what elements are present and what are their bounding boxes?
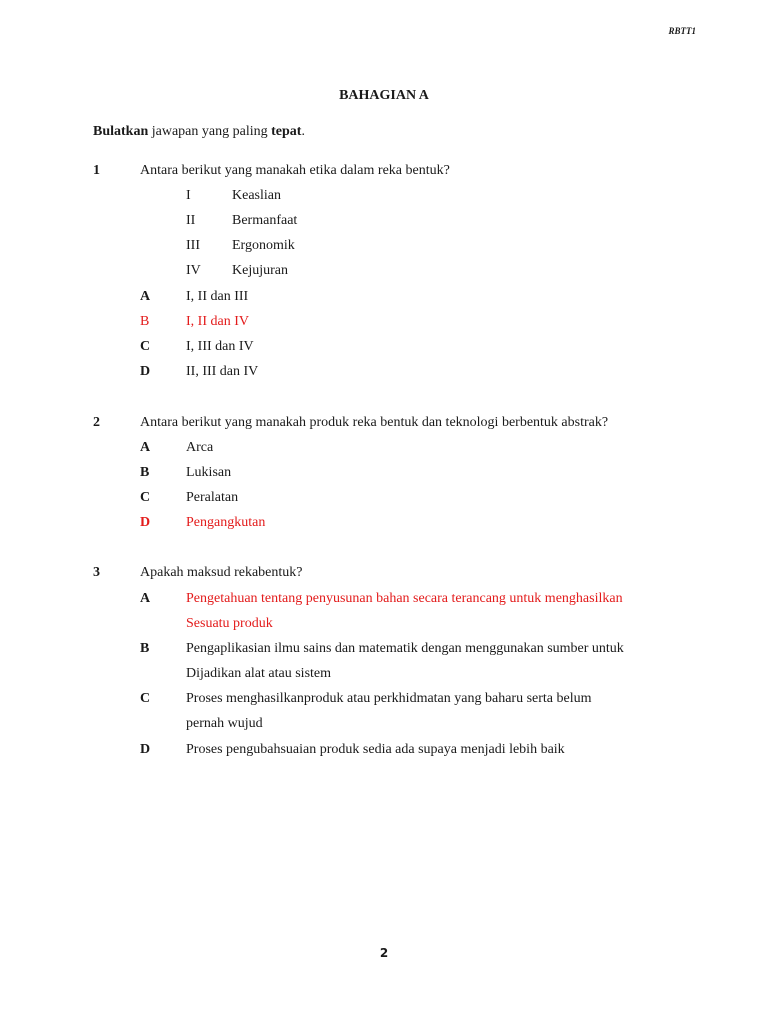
q3-option-d-text[interactable]: Proses pengubahsuaian produk sedia ada supaya menjadi lebih baik <box>186 742 565 757</box>
q1-option-b-letter[interactable]: B <box>140 314 150 329</box>
instruction-bold-start: Bulatkan <box>93 124 149 139</box>
q1-option-c-letter[interactable]: C <box>140 339 151 354</box>
q2-option-c-text[interactable]: Peralatan <box>186 490 239 505</box>
question-2-number: 2 <box>93 415 100 430</box>
instruction <box>93 124 305 140</box>
question-3-number: 3 <box>93 565 100 580</box>
q1-statement-3-text: Ergonomik <box>232 238 295 253</box>
question-3-text: Apakah maksud rekabentuk? <box>140 565 303 580</box>
q1-statement-3-roman: III <box>186 238 200 253</box>
question-1-text: Antara berikut yang manakah etika dalam reka bentuk? <box>140 163 450 178</box>
q3-option-c-line-2[interactable]: pernah wujud <box>186 716 263 731</box>
q1-option-d-text[interactable]: II, III dan IV <box>186 364 259 379</box>
q2-option-c-letter[interactable]: C <box>140 490 151 505</box>
q2-option-d-letter[interactable]: D <box>140 515 151 530</box>
q3-option-b-letter[interactable]: B <box>140 641 150 656</box>
instruction-end: . <box>301 124 305 139</box>
question-1-number: 1 <box>93 163 100 178</box>
q1-statement-4-text: Kejujuran <box>232 263 288 278</box>
q3-option-a-line-2[interactable]: Sesuatu produk <box>186 616 273 631</box>
q1-option-d-letter[interactable]: D <box>140 364 151 379</box>
q3-option-c-letter[interactable]: C <box>140 691 151 706</box>
q2-option-a-letter[interactable]: A <box>140 440 151 455</box>
q1-statement-2-roman: II <box>186 213 196 228</box>
q3-option-c-line-1[interactable]: Proses menghasilkanproduk atau perkhidmatan yang baharu serta belum <box>186 691 592 706</box>
section-title: BAHAGIAN A <box>339 88 429 103</box>
q3-option-a-line-1[interactable]: Pengetahuan tentang penyusunan bahan secara terancang untuk menghasilkan <box>186 591 623 606</box>
q1-statement-2-text: Bermanfaat <box>232 213 298 228</box>
q1-statement-1-text: Keaslian <box>232 188 281 203</box>
instruction-bold-end: tepat <box>271 124 302 139</box>
q3-option-b-line-2[interactable]: Dijadikan alat atau sistem <box>186 666 332 681</box>
q2-option-b-letter[interactable]: B <box>140 465 150 480</box>
q3-option-a-letter[interactable]: A <box>140 591 151 606</box>
q1-option-b-text[interactable]: I, II dan IV <box>186 314 249 329</box>
header-code: RBTT1 <box>668 26 696 36</box>
q1-option-a-text[interactable]: I, II dan III <box>186 289 249 304</box>
q3-option-d-letter[interactable]: D <box>140 742 151 757</box>
page-number: 2 <box>379 946 389 960</box>
q1-option-a-letter[interactable]: A <box>140 289 151 304</box>
q1-statement-4-roman: IV <box>186 263 201 278</box>
q1-option-c-text[interactable]: I, III dan IV <box>186 339 254 354</box>
q3-option-b-line-1[interactable]: Pengaplikasian ilmu sains dan matematik dengan menggunakan sumber untuk <box>186 641 624 656</box>
instruction-middle: jawapan yang paling <box>148 124 272 139</box>
q2-option-b-text[interactable]: Lukisan <box>186 465 232 480</box>
q2-option-a-text[interactable]: Arca <box>186 440 214 455</box>
q1-statement-1-roman: I <box>186 188 191 203</box>
question-2-text: Antara berikut yang manakah produk reka bentuk dan teknologi berbentuk abstrak? <box>140 415 609 430</box>
q2-option-d-text[interactable]: Pengangkutan <box>186 515 266 530</box>
